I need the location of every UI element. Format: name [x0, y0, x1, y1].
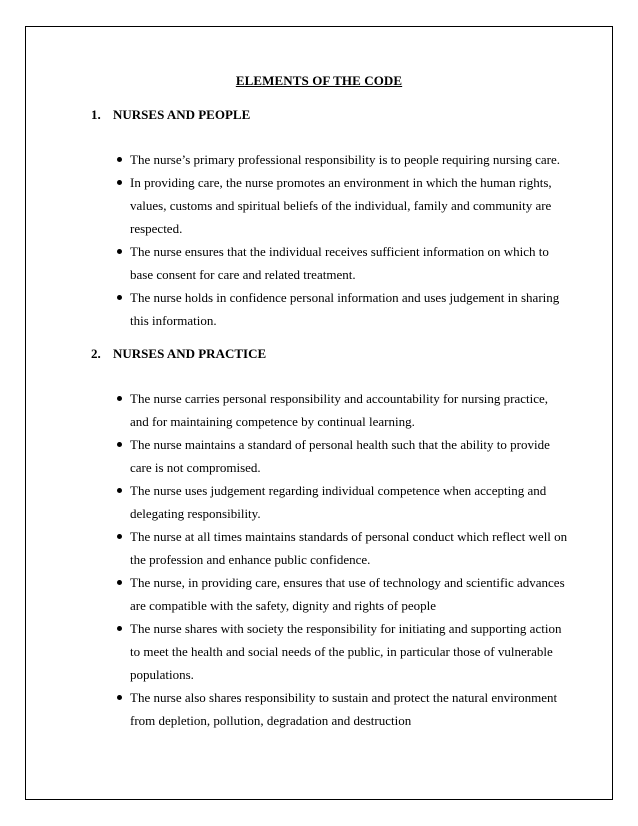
list-item: The nurse also shares responsibility to sustain and protect the natural environment from depletion, pollution, degradation and destruction [130, 686, 570, 732]
section-title: NURSES AND PEOPLE [113, 107, 251, 122]
list-item: The nurse uses judgement regarding individual competence when accepting and delegating responsibility. [130, 479, 570, 525]
list-item: The nurse ensures that the individual receives sufficient information on which to base consent for care and related treatment. [130, 240, 570, 286]
list-item: The nurse carries personal responsibility and accountability for nursing practice, and for maintaining competence by continual learning. [130, 387, 570, 433]
list-item: The nurse, in providing care, ensures that use of technology and scientific advances are compatible with the safety, dignity and rights of people [130, 571, 570, 617]
section-number: 1. [91, 107, 101, 122]
section-heading-nurses-and-people [91, 107, 250, 123]
list-item: The nurse holds in confidence personal information and uses judgement in sharing this information. [130, 286, 570, 332]
document-title: ELEMENTS OF THE CODE [235, 73, 403, 88]
list-item: The nurse maintains a standard of personal health such that the ability to provide care is not compromised. [130, 433, 570, 479]
list-item: The nurse shares with society the responsibility for initiating and supporting action to meet the health and social needs of the public, in particular those of vulnerable populations. [130, 617, 570, 686]
list-item: The nurse’s primary professional responsibility is to people requiring nursing care. [130, 148, 570, 171]
section-title: NURSES AND PRACTICE [113, 346, 267, 361]
bullet-list-nurses-and-people [130, 148, 570, 332]
section-number: 2. [91, 346, 101, 361]
list-item: The nurse at all times maintains standards of personal conduct which reflect well on the profession and enhance public confidence. [130, 525, 570, 571]
section-heading-nurses-and-practice [91, 346, 266, 362]
bullet-list-nurses-and-practice [130, 387, 570, 732]
list-item: In providing care, the nurse promotes an environment in which the human rights, values, customs and spiritual beliefs of the individual, family and community are respected. [130, 171, 570, 240]
